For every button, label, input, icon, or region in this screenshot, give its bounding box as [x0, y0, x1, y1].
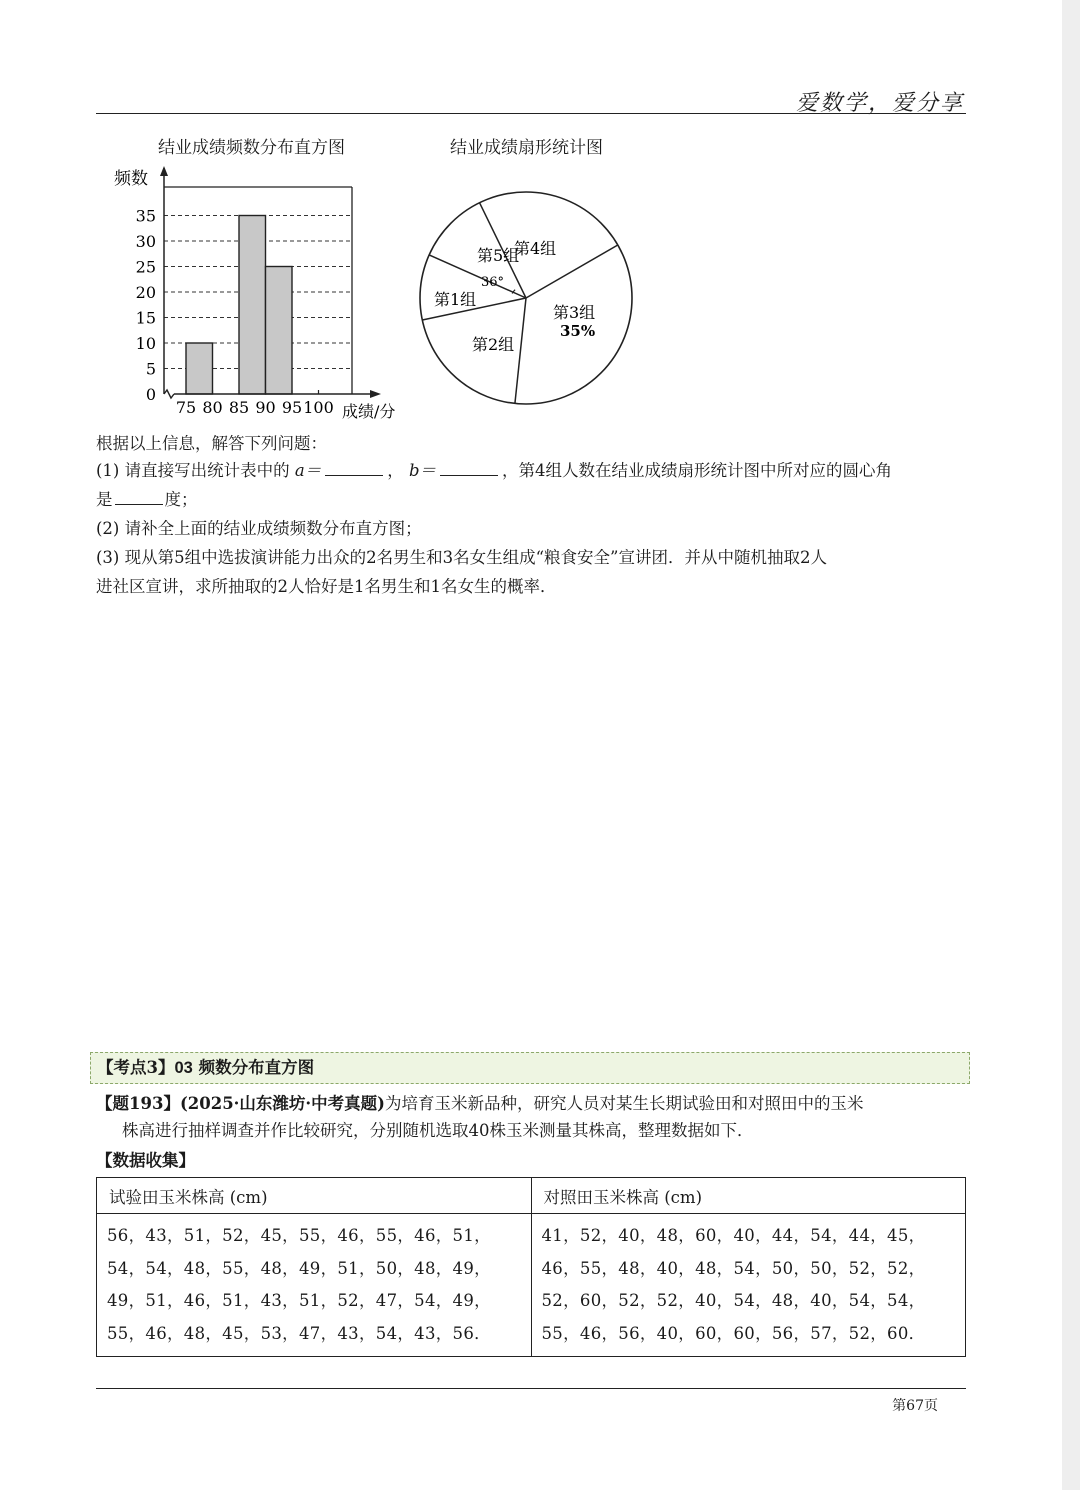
histogram-title: 结业成绩频数分布直方图 [158, 138, 345, 158]
histogram-x-tick-label: 90 [255, 398, 276, 417]
histogram-x-tick-label: 100 [303, 398, 334, 417]
histogram-y-ticks [136, 207, 156, 405]
table-row: 46，55，48，40，48，54，50，50，52，52， [541, 1258, 926, 1278]
problem-tag: 【题193】 [96, 1094, 180, 1113]
question-1-cont [96, 485, 966, 514]
histogram-x-tick-label: 75 [175, 398, 197, 417]
table-row: 49，51，46，51，43，51，52，47，54，49， [107, 1291, 491, 1310]
histogram-y-tick-label: 0 [145, 385, 156, 404]
histogram-y-tick-label: 10 [135, 334, 156, 353]
footer-rule [96, 1388, 966, 1389]
table-row: 56，43，51，52，45，55，46，55，46，51， [107, 1226, 491, 1245]
question-1: (1) 请直接写出统计表中的 a＝ ， b＝ ，第4组人数在结业成绩扇形统计图中所对应的圆心角 [96, 461, 893, 480]
pie-label-group4: 第4组 [514, 239, 557, 258]
histogram-y-tick-label: 20 [135, 283, 156, 302]
table-header-row [97, 1178, 966, 1214]
table-row: 55，46，56，40，60，60，56，57，52，60． [541, 1323, 926, 1343]
question-1-text-3: 是 [96, 490, 113, 509]
histogram-bar-90-95 [266, 267, 293, 395]
histogram-y-tick-label: 35 [135, 206, 156, 226]
question-3-line2: 进社区宣讲，求所抽取的2人恰好是1名男生和1名女生的概率． [96, 577, 557, 596]
histogram-y-tick-label: 15 [135, 308, 156, 328]
pie-svg [410, 185, 640, 415]
histogram-y-label: 频数 [114, 169, 148, 189]
question-1-text-2: ，第4组人数在结业成绩扇形统计图中所对应的圆心角 [502, 461, 893, 480]
table-row: 55，46，48，45，53，47，43，54，43，56． [107, 1323, 491, 1343]
pie-chart [410, 185, 640, 415]
data-collection-label: 【数据收集】 [96, 1151, 195, 1170]
page-edge-shadow [1062, 0, 1080, 1490]
table-header-control: 对照田玉米株高 (cm) [531, 1178, 966, 1214]
pie-label-group5: 第5组 [477, 246, 520, 265]
answer-blank-b[interactable] [440, 461, 498, 476]
table-row: 52，60，52，52，40，54，48，40，54，54， [541, 1291, 926, 1310]
histogram-svg [100, 160, 420, 425]
histogram-x-tick-label: 80 [202, 398, 223, 417]
histogram-y-tick-label: 5 [145, 359, 156, 379]
question-intro: 根据以上信息，解答下列问题： [96, 434, 327, 453]
question-1-text-4: 度； [164, 490, 198, 509]
problem-source: (2025·山东潍坊·中考真题) [179, 1094, 385, 1113]
histogram-bar-85-90 [239, 216, 266, 395]
header-slogan: 爱数学，爱分享 [795, 91, 964, 116]
table-header-experimental: 试验田玉米株高 (cm) [97, 1178, 532, 1214]
histogram-x-tick-label: 95 [281, 398, 303, 417]
histogram-bars [186, 216, 292, 395]
table-body-row [97, 1214, 966, 1357]
pie-label-group3-percent: 35% [560, 322, 596, 340]
histogram-x-ticks [176, 398, 334, 417]
pie-label-group3: 第3组 [553, 303, 596, 322]
table-cell-control [531, 1214, 966, 1357]
histogram-bar-75-80 [186, 343, 213, 394]
page-number: 第67页 [892, 1398, 938, 1414]
topic-title: 频数分布直方图 [198, 1058, 315, 1077]
header-rule [96, 113, 966, 114]
problem-line-1: 为培育玉米新品种，研究人员对某生长期试验田和对照田中的玉米 [384, 1094, 864, 1113]
answer-blank-a[interactable] [325, 461, 383, 476]
histogram-y-tick-label: 30 [135, 232, 156, 251]
topic-number: 03 [174, 1059, 193, 1077]
topic-header [90, 1052, 970, 1084]
answer-blank-angle[interactable] [115, 490, 163, 505]
topic-tag: 【考点3】 [97, 1058, 175, 1077]
table-row: 54，54，48，55，48，49，51，50，48，49， [107, 1258, 491, 1278]
histogram-x-label: 成绩/分 [342, 402, 396, 421]
histogram-chart [100, 160, 420, 425]
pie-angle-label: 36° [481, 275, 505, 290]
table-row: 41，52，40，48，60，40，44，54，44，45， [541, 1226, 926, 1245]
histogram-x-tick-label: 85 [228, 398, 250, 417]
histogram-x-arrow [370, 390, 381, 398]
question-3-line1: (3) 现从第5组中选拔演讲能力出众的2名男生和3名女生组成“粮食安全”宣讲团．并从中随机抽取2人 [96, 548, 827, 567]
question-1-a-label: a＝ [294, 461, 322, 480]
question-2: (2) 请补全上面的结业成绩频数分布直方图； [96, 519, 422, 538]
question-1-b-label: b＝ [408, 461, 437, 480]
pie-title: 结业成绩扇形统计图 [450, 138, 603, 158]
problem-statement [96, 1090, 966, 1144]
pie-label-group2: 第2组 [472, 335, 515, 354]
histogram-y-tick-label: 25 [135, 257, 156, 277]
histogram-y-arrow [160, 166, 168, 176]
data-table [96, 1177, 966, 1357]
problem-line-2: 株高进行抽样调查并作比较研究，分别随机选取40株玉米测量其株高，整理数据如下． [122, 1121, 754, 1140]
histogram-axis-break [164, 390, 174, 398]
pie-label-group1: 第1组 [434, 290, 477, 309]
question-1-text: (1) 请直接写出统计表中的 [96, 461, 290, 480]
table-cell-experimental [97, 1214, 532, 1357]
